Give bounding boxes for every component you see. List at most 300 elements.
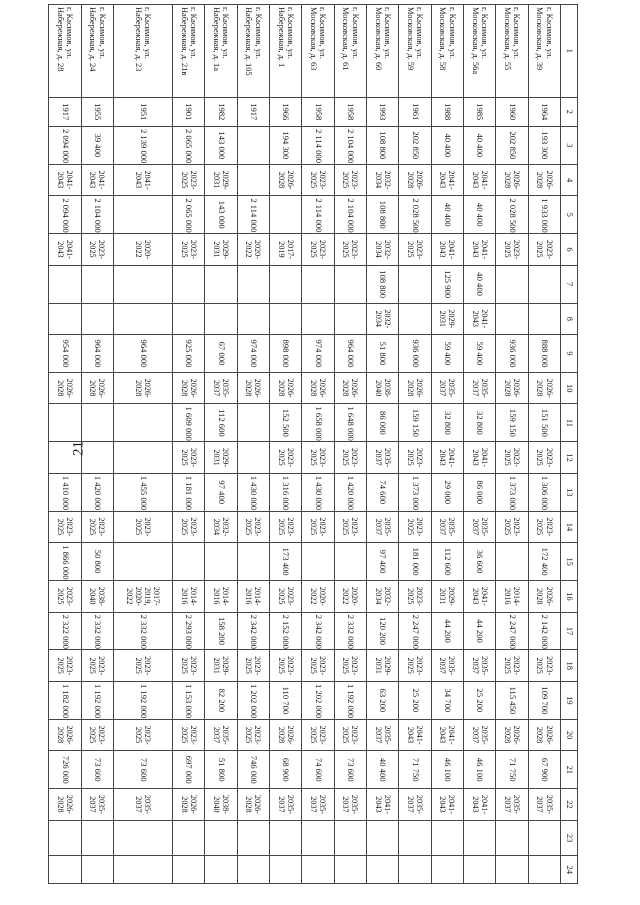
table-cell <box>205 543 237 581</box>
table-cell: 2026-2028 <box>399 372 431 404</box>
table-cell: 2023-2025 <box>49 650 82 682</box>
table-cell: 108 800 <box>366 265 398 303</box>
table-cell: 2023-2025 <box>81 650 113 682</box>
table-cell <box>399 856 431 884</box>
table-cell <box>334 265 366 303</box>
table-cell: 172 400 <box>528 543 560 581</box>
table-cell: 1 648 000 <box>334 404 366 442</box>
table-cell: 2035-2037 <box>431 650 463 682</box>
table-cell: 2023-2025 <box>334 511 366 543</box>
address-cell: г. Касимов, ул. Московская, д. 39 <box>528 5 560 98</box>
table-cell <box>528 820 560 856</box>
table-cell: 2041-2043 <box>431 789 463 821</box>
table-row <box>81 5 113 884</box>
table-cell: 2023-2025 <box>269 442 301 474</box>
table-cell: 2026-2028 <box>528 372 560 404</box>
table-cell: 1 181 000 <box>172 473 204 511</box>
table-cell: 2023-2025 <box>269 511 301 543</box>
table-cell: 2026-2028 <box>399 164 431 196</box>
table-cell: 2 139 000 <box>113 126 172 164</box>
table-cell: 2 028 500 <box>399 196 431 234</box>
table-cell: 2023-2025 <box>496 511 528 543</box>
table-cell: 2041-2043 <box>81 164 113 196</box>
table-cell: 2023-2025 <box>269 650 301 682</box>
table-cell: 73 600 <box>113 751 172 789</box>
table-cell <box>49 303 82 335</box>
table-cell: 2032-2034 <box>366 234 398 266</box>
table-cell: 2023-2025 <box>334 650 366 682</box>
table-cell: 2023-2025 <box>334 719 366 751</box>
table-cell: 2023-2025 <box>172 442 204 474</box>
table-cell <box>302 856 334 884</box>
table-cell: 1 202 000 <box>237 681 269 719</box>
table-cell: 2026-2028 <box>113 372 172 404</box>
table-cell: 36 600 <box>463 543 495 581</box>
table-cell <box>528 856 560 884</box>
table-row <box>302 5 334 884</box>
table-cell: 2023-2025 <box>172 511 204 543</box>
table-cell: 109 700 <box>528 681 560 719</box>
table-cell: 2035-2037 <box>431 511 463 543</box>
table-cell: 2023-2025 <box>334 442 366 474</box>
table-cell: 2026-2028 <box>237 789 269 821</box>
table-cell: 2 065 000 <box>172 126 204 164</box>
table-cell: 151 500 <box>528 404 560 442</box>
address-cell: г. Касимов, ул. Московская, д. 56а <box>463 5 495 98</box>
table-cell: 697 000 <box>172 751 204 789</box>
table-cell <box>237 303 269 335</box>
table-cell: 2041-2043 <box>463 789 495 821</box>
table-cell: 2026-2028 <box>49 789 82 821</box>
table-cell: 2023-2025 <box>49 581 82 613</box>
table-cell: 2029-2031 <box>366 650 398 682</box>
table-row <box>205 5 237 884</box>
year-built-cell: 1960 <box>496 97 528 126</box>
table-cell <box>81 820 113 856</box>
table-cell: 2035-2037 <box>269 789 301 821</box>
table-cell: 2023-2025 <box>237 511 269 543</box>
table-cell: 2023-2025 <box>528 650 560 682</box>
table-cell <box>49 265 82 303</box>
table-cell <box>113 404 172 442</box>
table-cell: 2023-2025 <box>496 442 528 474</box>
table-cell: 2035-2037 <box>205 719 237 751</box>
table-cell <box>528 303 560 335</box>
table-cell: 2023-2025 <box>302 442 334 474</box>
table-cell: 2026-2028 <box>302 372 334 404</box>
table-cell: 2029-2031 <box>431 303 463 335</box>
table-cell: 2035-2037 <box>366 442 398 474</box>
table-cell: 108 800 <box>366 196 398 234</box>
table-cell: 51 800 <box>366 335 398 373</box>
table-cell: 110 700 <box>269 681 301 719</box>
table-cell: 2023-2025 <box>172 234 204 266</box>
column-header: 23 <box>561 820 578 856</box>
table-cell: 2035-2037 <box>528 789 560 821</box>
address-cell: г. Касимов, ул. Набережная, д. 1а <box>205 5 237 98</box>
table-cell <box>237 164 269 196</box>
table-cell: 2032-2034 <box>366 581 398 613</box>
table-cell <box>113 543 172 581</box>
table-cell: 2023-2025 <box>334 164 366 196</box>
column-header: 22 <box>561 789 578 821</box>
table-cell: 193 300 <box>528 126 560 164</box>
table-cell: 974 000 <box>302 335 334 373</box>
table-cell: 2026-2028 <box>496 372 528 404</box>
table-cell: 2 028 500 <box>496 196 528 234</box>
table-cell: 964 000 <box>113 335 172 373</box>
table-cell: 40 400 <box>463 196 495 234</box>
address-cell: г. Касимов, ул. Набережная, д. 21в <box>172 5 204 98</box>
table-cell <box>302 265 334 303</box>
table-cell <box>172 303 204 335</box>
table-cell: 67 000 <box>205 335 237 373</box>
table-cell: 2035-2037 <box>463 511 495 543</box>
table-cell <box>172 543 204 581</box>
table-cell: 2023-2025 <box>237 650 269 682</box>
table-cell <box>269 303 301 335</box>
table-cell: 2 114 000 <box>302 196 334 234</box>
table-cell <box>172 265 204 303</box>
table-cell: 25 200 <box>463 681 495 719</box>
table-cell: 936 000 <box>496 335 528 373</box>
table-cell: 2 094 000 <box>49 196 82 234</box>
table-cell: 2014-2016 <box>496 581 528 613</box>
table-cell <box>81 265 113 303</box>
table-cell: 2023-2025 <box>113 511 172 543</box>
table-header-row <box>561 5 578 884</box>
column-header: 20 <box>561 719 578 751</box>
table-cell <box>205 820 237 856</box>
column-header: 3 <box>561 126 578 164</box>
table-cell: 1 192 000 <box>113 681 172 719</box>
table-cell: 194 300 <box>269 126 301 164</box>
table-cell: 2023-2025 <box>302 511 334 543</box>
column-header: 21 <box>561 751 578 789</box>
table-cell: 2 114 000 <box>237 196 269 234</box>
table-cell <box>463 856 495 884</box>
table-cell: 44 200 <box>431 612 463 650</box>
table-cell <box>463 820 495 856</box>
table-cell: 2035-2037 <box>463 650 495 682</box>
table-cell: 29 000 <box>431 473 463 511</box>
table-cell: 2 094 000 <box>49 126 82 164</box>
table-cell: 82 200 <box>205 681 237 719</box>
table-cell: 2023-2025 <box>399 650 431 682</box>
table-cell: 125 900 <box>431 265 463 303</box>
table-cell: 2029-2031 <box>205 234 237 266</box>
table-cell: 40 400 <box>463 265 495 303</box>
table-cell <box>366 820 398 856</box>
table-cell: 112 600 <box>431 543 463 581</box>
table-cell <box>81 303 113 335</box>
year-built-cell: 1917 <box>237 97 269 126</box>
table-cell <box>431 856 463 884</box>
column-header: 15 <box>561 543 578 581</box>
table-cell: 2023-2025 <box>172 164 204 196</box>
table-cell: 2041-2043 <box>431 164 463 196</box>
table-cell: 2026-2028 <box>49 372 82 404</box>
table-cell: 2023-2025 <box>302 234 334 266</box>
table-cell: 2 332 000 <box>334 612 366 650</box>
table-cell: 86 000 <box>366 404 398 442</box>
table-cell: 63 200 <box>366 681 398 719</box>
table-cell: 2035-2037 <box>205 372 237 404</box>
table-cell: 2023-2025 <box>172 719 204 751</box>
table-cell: 59 400 <box>431 335 463 373</box>
year-built-cell: 1985 <box>463 97 495 126</box>
table-cell: 2035-2037 <box>334 789 366 821</box>
table-cell: 1 373 000 <box>399 473 431 511</box>
table-cell: 1 192 000 <box>334 681 366 719</box>
table-cell <box>399 303 431 335</box>
table-cell: 2023-2025 <box>399 442 431 474</box>
table-cell: 2026-2028 <box>496 164 528 196</box>
table-cell: 143 000 <box>205 126 237 164</box>
table-cell: 1 202 000 <box>302 681 334 719</box>
table-cell: 2 332 000 <box>113 612 172 650</box>
table-cell: 50 800 <box>81 543 113 581</box>
table-cell: 2 104 000 <box>334 196 366 234</box>
table-row <box>528 5 560 884</box>
table-cell: 181 000 <box>399 543 431 581</box>
table-cell: 2026-2028 <box>81 372 113 404</box>
table-cell: 2041-2043 <box>463 581 495 613</box>
table-cell: 954 000 <box>49 335 82 373</box>
table-cell <box>205 265 237 303</box>
table-cell: 974 000 <box>237 335 269 373</box>
table-cell <box>49 442 82 474</box>
table-cell <box>172 856 204 884</box>
table-cell: 925 000 <box>172 335 204 373</box>
address-cell: г. Касимов, ул. Московская, д. 63 <box>302 5 334 98</box>
table-cell: 2041-2043 <box>463 234 495 266</box>
table-cell: 2023-2025 <box>302 650 334 682</box>
table-cell: 34 700 <box>431 681 463 719</box>
table-cell: 97 400 <box>366 543 398 581</box>
table-cell <box>399 265 431 303</box>
table-cell: 2041-2043 <box>49 164 82 196</box>
table-cell <box>113 820 172 856</box>
table-row <box>496 5 528 884</box>
table-row <box>113 5 172 884</box>
table-cell: 2023-2025 <box>81 719 113 751</box>
table-cell <box>113 442 172 474</box>
table-cell: 2020-2022 <box>302 581 334 613</box>
year-built-cell: 1964 <box>528 97 560 126</box>
column-header: 9 <box>561 335 578 373</box>
table-cell: 1 316 000 <box>269 473 301 511</box>
table-cell <box>496 856 528 884</box>
table-cell: 46 100 <box>431 751 463 789</box>
table-cell: 51 800 <box>205 751 237 789</box>
table-cell <box>302 820 334 856</box>
table-cell: 112 600 <box>205 404 237 442</box>
table-cell: 2017-2019, 2020-2022 <box>113 581 172 613</box>
column-header: 19 <box>561 681 578 719</box>
year-built-cell: 1901 <box>172 97 204 126</box>
table-cell: 2020-2022 <box>334 581 366 613</box>
table-cell: 2026-2028 <box>49 719 82 751</box>
table-cell: 159 150 <box>496 404 528 442</box>
table-cell: 888 000 <box>528 335 560 373</box>
table-cell: 2023-2025 <box>399 581 431 613</box>
table-cell: 2023-2025 <box>172 650 204 682</box>
column-header: 2 <box>561 97 578 126</box>
table-cell <box>113 856 172 884</box>
table-cell <box>237 265 269 303</box>
table-cell: 2023-2025 <box>496 234 528 266</box>
table-cell: 97 400 <box>205 473 237 511</box>
table-cell <box>81 404 113 442</box>
table-cell: 86 000 <box>463 473 495 511</box>
table-cell <box>172 820 204 856</box>
table-cell: 2029-2031 <box>205 442 237 474</box>
table-cell: 2 322 000 <box>49 612 82 650</box>
table-cell: 44 200 <box>463 612 495 650</box>
table-cell: 2 104 000 <box>334 126 366 164</box>
table-cell: 2035-2037 <box>496 789 528 821</box>
table-cell: 2026-2028 <box>172 789 204 821</box>
table-cell: 73 600 <box>334 751 366 789</box>
table-cell: 2029-2031 <box>205 650 237 682</box>
table-cell: 2026-2028 <box>237 372 269 404</box>
year-built-cell: 1993 <box>366 97 398 126</box>
table-cell: 108 800 <box>366 126 398 164</box>
table-cell <box>49 856 82 884</box>
table-cell: 1 373 000 <box>496 473 528 511</box>
table-cell: 2023-2025 <box>302 164 334 196</box>
table-cell: 1 658 000 <box>302 404 334 442</box>
table-row <box>269 5 301 884</box>
table-cell: 1 866 000 <box>49 543 82 581</box>
table-cell <box>205 303 237 335</box>
table-cell: 2032-2034 <box>366 164 398 196</box>
column-header: 5 <box>561 196 578 234</box>
table-cell: 2 247 000 <box>496 612 528 650</box>
table-cell <box>237 856 269 884</box>
table-cell: 2 332 000 <box>81 612 113 650</box>
table-cell: 32 800 <box>431 404 463 442</box>
table-cell: 2032-2034 <box>205 511 237 543</box>
table-cell: 120 200 <box>366 612 398 650</box>
table-cell <box>366 856 398 884</box>
table-cell <box>528 265 560 303</box>
table-cell <box>496 265 528 303</box>
column-header: 11 <box>561 404 578 442</box>
table-cell: 46 100 <box>463 751 495 789</box>
document-sheet <box>48 4 578 884</box>
table-cell: 2017-2019 <box>269 234 301 266</box>
table-cell: 32 800 <box>463 404 495 442</box>
column-header: 16 <box>561 581 578 613</box>
table-cell: 59 400 <box>463 335 495 373</box>
table-cell: 73 600 <box>81 751 113 789</box>
table-cell: 2014-2016 <box>205 581 237 613</box>
table-cell: 71 750 <box>496 751 528 789</box>
table-cell: 2 104 000 <box>81 196 113 234</box>
year-built-cell: 1951 <box>113 97 172 126</box>
table-cell: 2 342 000 <box>237 612 269 650</box>
table-cell: 2023-2025 <box>81 234 113 266</box>
table-cell: 2041-2043 <box>399 719 431 751</box>
table-cell: 1 182 000 <box>49 681 82 719</box>
year-built-cell: 1988 <box>431 97 463 126</box>
table-cell: 2035-2037 <box>113 789 172 821</box>
table-cell: 1 192 000 <box>81 681 113 719</box>
table-cell <box>269 856 301 884</box>
table-cell: 1 609 000 <box>172 404 204 442</box>
table-cell: 202 850 <box>496 126 528 164</box>
table-cell: 1 933 000 <box>528 196 560 234</box>
table-cell: 2041-2043 <box>431 719 463 751</box>
table-cell: 2035-2037 <box>463 372 495 404</box>
table-cell: 68 900 <box>269 751 301 789</box>
address-cell: г. Касимов, ул. Набережная, д. 23 <box>113 5 172 98</box>
table-cell: 1 420 000 <box>334 473 366 511</box>
table-cell: 40 400 <box>366 751 398 789</box>
table-cell <box>237 543 269 581</box>
column-header: 8 <box>561 303 578 335</box>
table-cell: 202 850 <box>399 126 431 164</box>
table-cell: 143 000 <box>205 196 237 234</box>
table-cell: 964 000 <box>81 335 113 373</box>
table-cell <box>237 442 269 474</box>
table-cell: 936 000 <box>399 335 431 373</box>
table-cell: 2023-2025 <box>399 511 431 543</box>
table-cell: 2014-2016 <box>172 581 204 613</box>
table-cell: 2 247 000 <box>399 612 431 650</box>
column-header: 12 <box>561 442 578 474</box>
table-cell: 2035-2037 <box>399 789 431 821</box>
table-cell: 2 152 000 <box>269 612 301 650</box>
table-cell: 2041-2043 <box>431 442 463 474</box>
address-cell: г. Касимов, ул. Московская, д. 60 <box>366 5 398 98</box>
table-cell: 2023-2025 <box>334 234 366 266</box>
table-cell: 1 420 000 <box>81 473 113 511</box>
table-cell: 2029-2031 <box>431 581 463 613</box>
table-cell: 2026-2028 <box>269 164 301 196</box>
table-cell: 1 455 000 <box>113 473 172 511</box>
table-cell: 2041-2043 <box>463 164 495 196</box>
table-cell: 2035-2037 <box>431 372 463 404</box>
table-cell: 2 065 000 <box>172 196 204 234</box>
table-cell <box>49 820 82 856</box>
table-cell: 2026-2028 <box>528 719 560 751</box>
table-cell <box>49 404 82 442</box>
repair-schedule-table <box>48 4 578 884</box>
table-cell: 964 000 <box>334 335 366 373</box>
table-cell <box>237 126 269 164</box>
table-cell: 2026-2028 <box>528 581 560 613</box>
column-header: 1 <box>561 5 578 98</box>
table-cell <box>302 303 334 335</box>
table-cell <box>334 543 366 581</box>
table-cell: 2023-2025 <box>496 650 528 682</box>
table-cell: 159 150 <box>399 404 431 442</box>
table-row <box>463 5 495 884</box>
table-cell: 898 000 <box>269 335 301 373</box>
table-cell <box>113 265 172 303</box>
table-cell: 2026-2028 <box>334 372 366 404</box>
table-cell: 2020-2022 <box>237 234 269 266</box>
table-cell: 2026-2028 <box>172 372 204 404</box>
table-cell: 2035-2037 <box>366 511 398 543</box>
address-cell: г. Касимов, ул. Московская, д. 61 <box>334 5 366 98</box>
address-cell: г. Касимов, ул. Набережная, д. 1 <box>269 5 301 98</box>
table-cell <box>269 265 301 303</box>
table-cell: 2041-2043 <box>431 234 463 266</box>
